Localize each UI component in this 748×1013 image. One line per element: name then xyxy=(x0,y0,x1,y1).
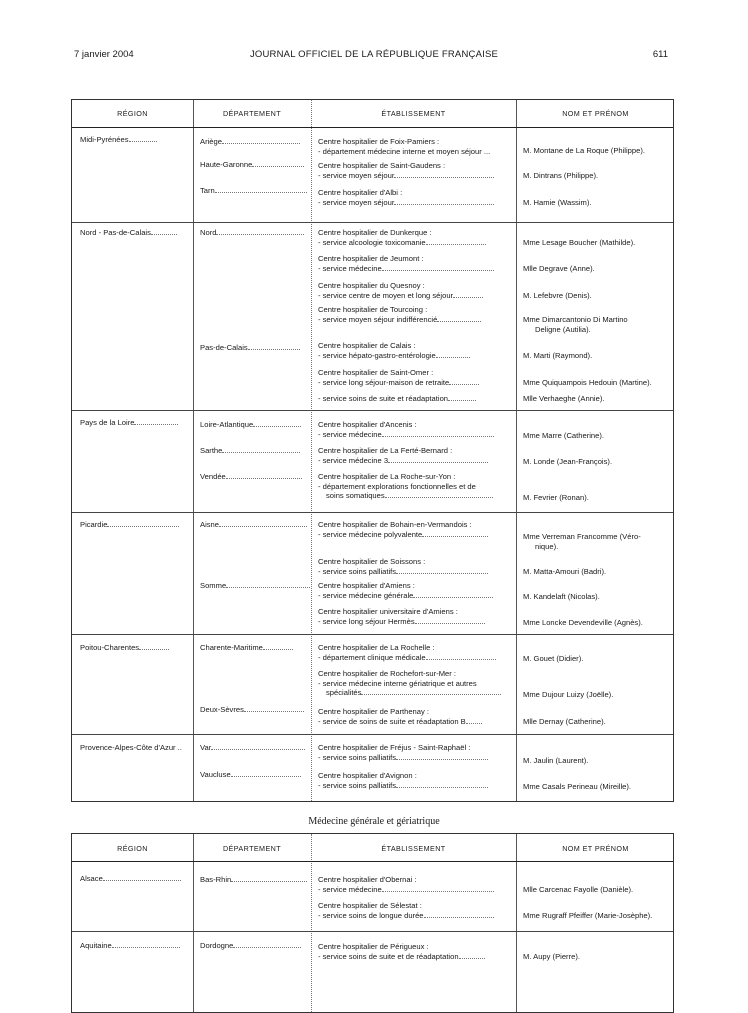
nom-cell: M. Dintrans (Philippe). xyxy=(523,171,599,180)
etablissement-cell: Centre hospitalier du Quesnoy : - service centre de moyen et long séjour xyxy=(318,281,483,300)
col-header-departement: DÉPARTEMENT xyxy=(222,109,282,118)
col-header-etablissement: ÉTABLISSEMENT xyxy=(381,109,446,118)
etablissement-cell: Centre hospitalier d'Albi : - service moyen séjour xyxy=(318,188,494,207)
departement-cell: Haute-Garonne xyxy=(200,160,304,170)
departement-cell: Nord xyxy=(200,228,304,238)
etablissement-cell: Centre hospitalier de Dunkerque : - service alcoologie toxicomanie xyxy=(318,228,486,247)
nom-cell: M. Matta-Amouri (Badri). xyxy=(523,567,607,576)
nom-cell: Mme Lesage Boucher (Mathilde). xyxy=(523,238,636,247)
departement-cell: Tarn xyxy=(200,186,307,196)
nom-cell: Mme Marre (Catherine). xyxy=(523,431,605,440)
etablissement-cell: Centre hospitalier de Fréjus - Saint-Raphaël : - service soins palliatifs xyxy=(318,743,488,762)
nom-cell: Mme Quiquampois Hedouin (Martine). xyxy=(523,378,652,387)
etablissement-cell: Centre hospitalier de La Roche-sur-Yon : - département explorations fonctionnelles et de soins somatiques xyxy=(318,472,493,501)
etablissement-cell: Centre hospitalier de Périgueux : - service soins de suite et de réadaptation xyxy=(318,942,485,961)
journal-title: JOURNAL OFFICIEL DE LA RÉPUBLIQUE FRANÇAISE xyxy=(249,49,499,60)
etablissement-cell: Centre hospitalier de Jeumont : - service médecine xyxy=(318,254,494,273)
etablissement-cell: Centre hospitalier de Soissons : - service soins palliatifs xyxy=(318,557,488,576)
nom-cell: Mme Rugraff Pfeiffer (Marie-Josèphe). xyxy=(523,911,653,920)
col-header-nom: NOM ET PRÉNOM xyxy=(562,844,629,853)
nom-cell: Mme Verreman Francomme (Véro- nique). xyxy=(523,532,641,551)
departement-cell: Pas-de-Calais xyxy=(200,343,300,353)
section-caption: Médecine générale et gériatrique xyxy=(308,816,440,827)
nom-cell: Mlle Degrave (Anne). xyxy=(523,264,595,273)
region-cell: Picardie xyxy=(80,520,179,530)
nom-cell: Mlle Verhaeghe (Annie). xyxy=(523,394,605,403)
departement-cell: Charente-Maritime xyxy=(200,643,293,653)
etablissement-cell: Centre hospitalier de Calais : - service hépato-gastro-entérologie xyxy=(318,341,470,360)
etablissement-cell: Centre hospitalier d'Ancenis : - service médecine xyxy=(318,420,494,439)
nom-cell: M. Londe (Jean-François). xyxy=(523,457,613,466)
departement-cell: Deux-Sèvres xyxy=(200,705,304,715)
nom-cell: M. Lefebvre (Denis). xyxy=(523,291,592,300)
departement-cell: Sarthe xyxy=(200,446,300,456)
departement-cell: Vendée xyxy=(200,472,302,482)
etablissement-cell: Centre hospitalier de La Rochelle : - département clinique médicale xyxy=(318,643,496,662)
nom-cell: M. Marti (Raymond). xyxy=(523,351,593,360)
departement-cell: Somme xyxy=(200,581,310,591)
page-number: 611 xyxy=(652,49,668,60)
departement-cell: Ariège xyxy=(200,137,300,147)
table-2 xyxy=(71,833,674,1013)
etablissement-cell: Centre hospitalier d'Obernai : - service médecine xyxy=(318,875,494,894)
departement-cell: Aisne xyxy=(200,520,307,530)
col-header-region: RÉGION xyxy=(117,844,148,853)
region-cell: Nord - Pas-de-Calais xyxy=(80,228,177,238)
etablissement-cell: Centre hospitalier d'Avignon : - service soins palliatifs xyxy=(318,771,488,790)
nom-cell: Mlle Carcenac Fayolle (Danièle). xyxy=(523,885,634,894)
departement-cell: Bas-Rhin xyxy=(200,875,307,885)
nom-cell: M. Aupy (Pierre). xyxy=(523,952,580,961)
departement-cell: Var xyxy=(200,743,305,753)
region-cell: Pays de la Loire xyxy=(80,418,178,428)
etablissement-cell: Centre hospitalier d'Amiens : - service médecine générale xyxy=(318,581,493,600)
region-cell: Midi-Pyrénées xyxy=(80,135,157,145)
etablissement-cell: Centre hospitalier de Parthenay : - service de soins de suite et réadaptation B xyxy=(318,707,482,726)
etablissement-cell: Centre hospitalier de Sélestat : - service soins de longue durée xyxy=(318,901,494,920)
nom-cell: M. Gouet (Didier). xyxy=(523,654,584,663)
etablissement-cell: - service soins de suite et réadaptation xyxy=(318,394,476,404)
region-cell: Alsace xyxy=(80,874,181,884)
nom-cell: M. Montane de La Roque (Philippe). xyxy=(523,146,645,155)
etablissement-cell: Centre hospitalier de Saint-Gaudens : - service moyen séjour xyxy=(318,161,494,180)
etablissement-cell: Centre hospitalier de Tourcoing : - service moyen séjour indifférencié xyxy=(318,305,481,324)
col-header-nom: NOM ET PRÉNOM xyxy=(562,109,629,118)
nom-cell: Mme Dimarcantonio Di Martino Deligne (Autilia). xyxy=(523,315,628,334)
etablissement-cell: Centre hospitalier de Saint-Omer : - service long séjour-maison de retraite xyxy=(318,368,479,387)
nom-cell: Mme Dujour Luizy (Joëlle). xyxy=(523,690,614,699)
nom-cell: M. Jaulin (Laurent). xyxy=(523,756,589,765)
etablissement-cell: Centre hospitalier universitaire d'Amiens : - service long séjour Hermès xyxy=(318,607,485,626)
nom-cell: Mme Loncke Devendeville (Agnès). xyxy=(523,618,643,627)
region-cell: Aquitaine xyxy=(80,941,180,951)
nom-cell: M. Kandelaft (Nicolas). xyxy=(523,592,600,601)
departement-cell: Loire-Atlantique xyxy=(200,420,301,430)
nom-cell: M. Fevrier (Ronan). xyxy=(523,493,589,502)
region-cell: Poitou-Charentes xyxy=(80,643,169,653)
departement-cell: Vaucluse xyxy=(200,770,301,780)
etablissement-cell: Centre hospitalier de Bohain-en-Vermandois : - service médecine polyvalente xyxy=(318,520,488,539)
nom-cell: Mme Casals Perineau (Mireille). xyxy=(523,782,632,791)
col-header-etablissement: ÉTABLISSEMENT xyxy=(381,844,446,853)
departement-cell: Dordogne xyxy=(200,941,301,951)
etablissement-cell: Centre hospitalier de Rochefort-sur-Mer : - service médecine interne gériatrique et autres spécialités xyxy=(318,669,501,698)
col-header-departement: DÉPARTEMENT xyxy=(222,844,282,853)
nom-cell: Mlle Dernay (Catherine). xyxy=(523,717,606,726)
etablissement-cell: Centre hospitalier de La Ferté-Bernard : - service médecine 3 xyxy=(318,446,488,465)
page-date: 7 janvier 2004 xyxy=(74,49,134,60)
etablissement-cell: Centre hospitalier de Foix-Pamiers : - département médecine interne et moyen séjour ... xyxy=(318,137,491,156)
nom-cell: M. Hamie (Wassim). xyxy=(523,198,592,207)
table-1 xyxy=(71,99,674,802)
region-cell: Provence-Alpes-Côte d'Azur .. xyxy=(80,743,182,752)
col-header-region: RÉGION xyxy=(117,109,148,118)
